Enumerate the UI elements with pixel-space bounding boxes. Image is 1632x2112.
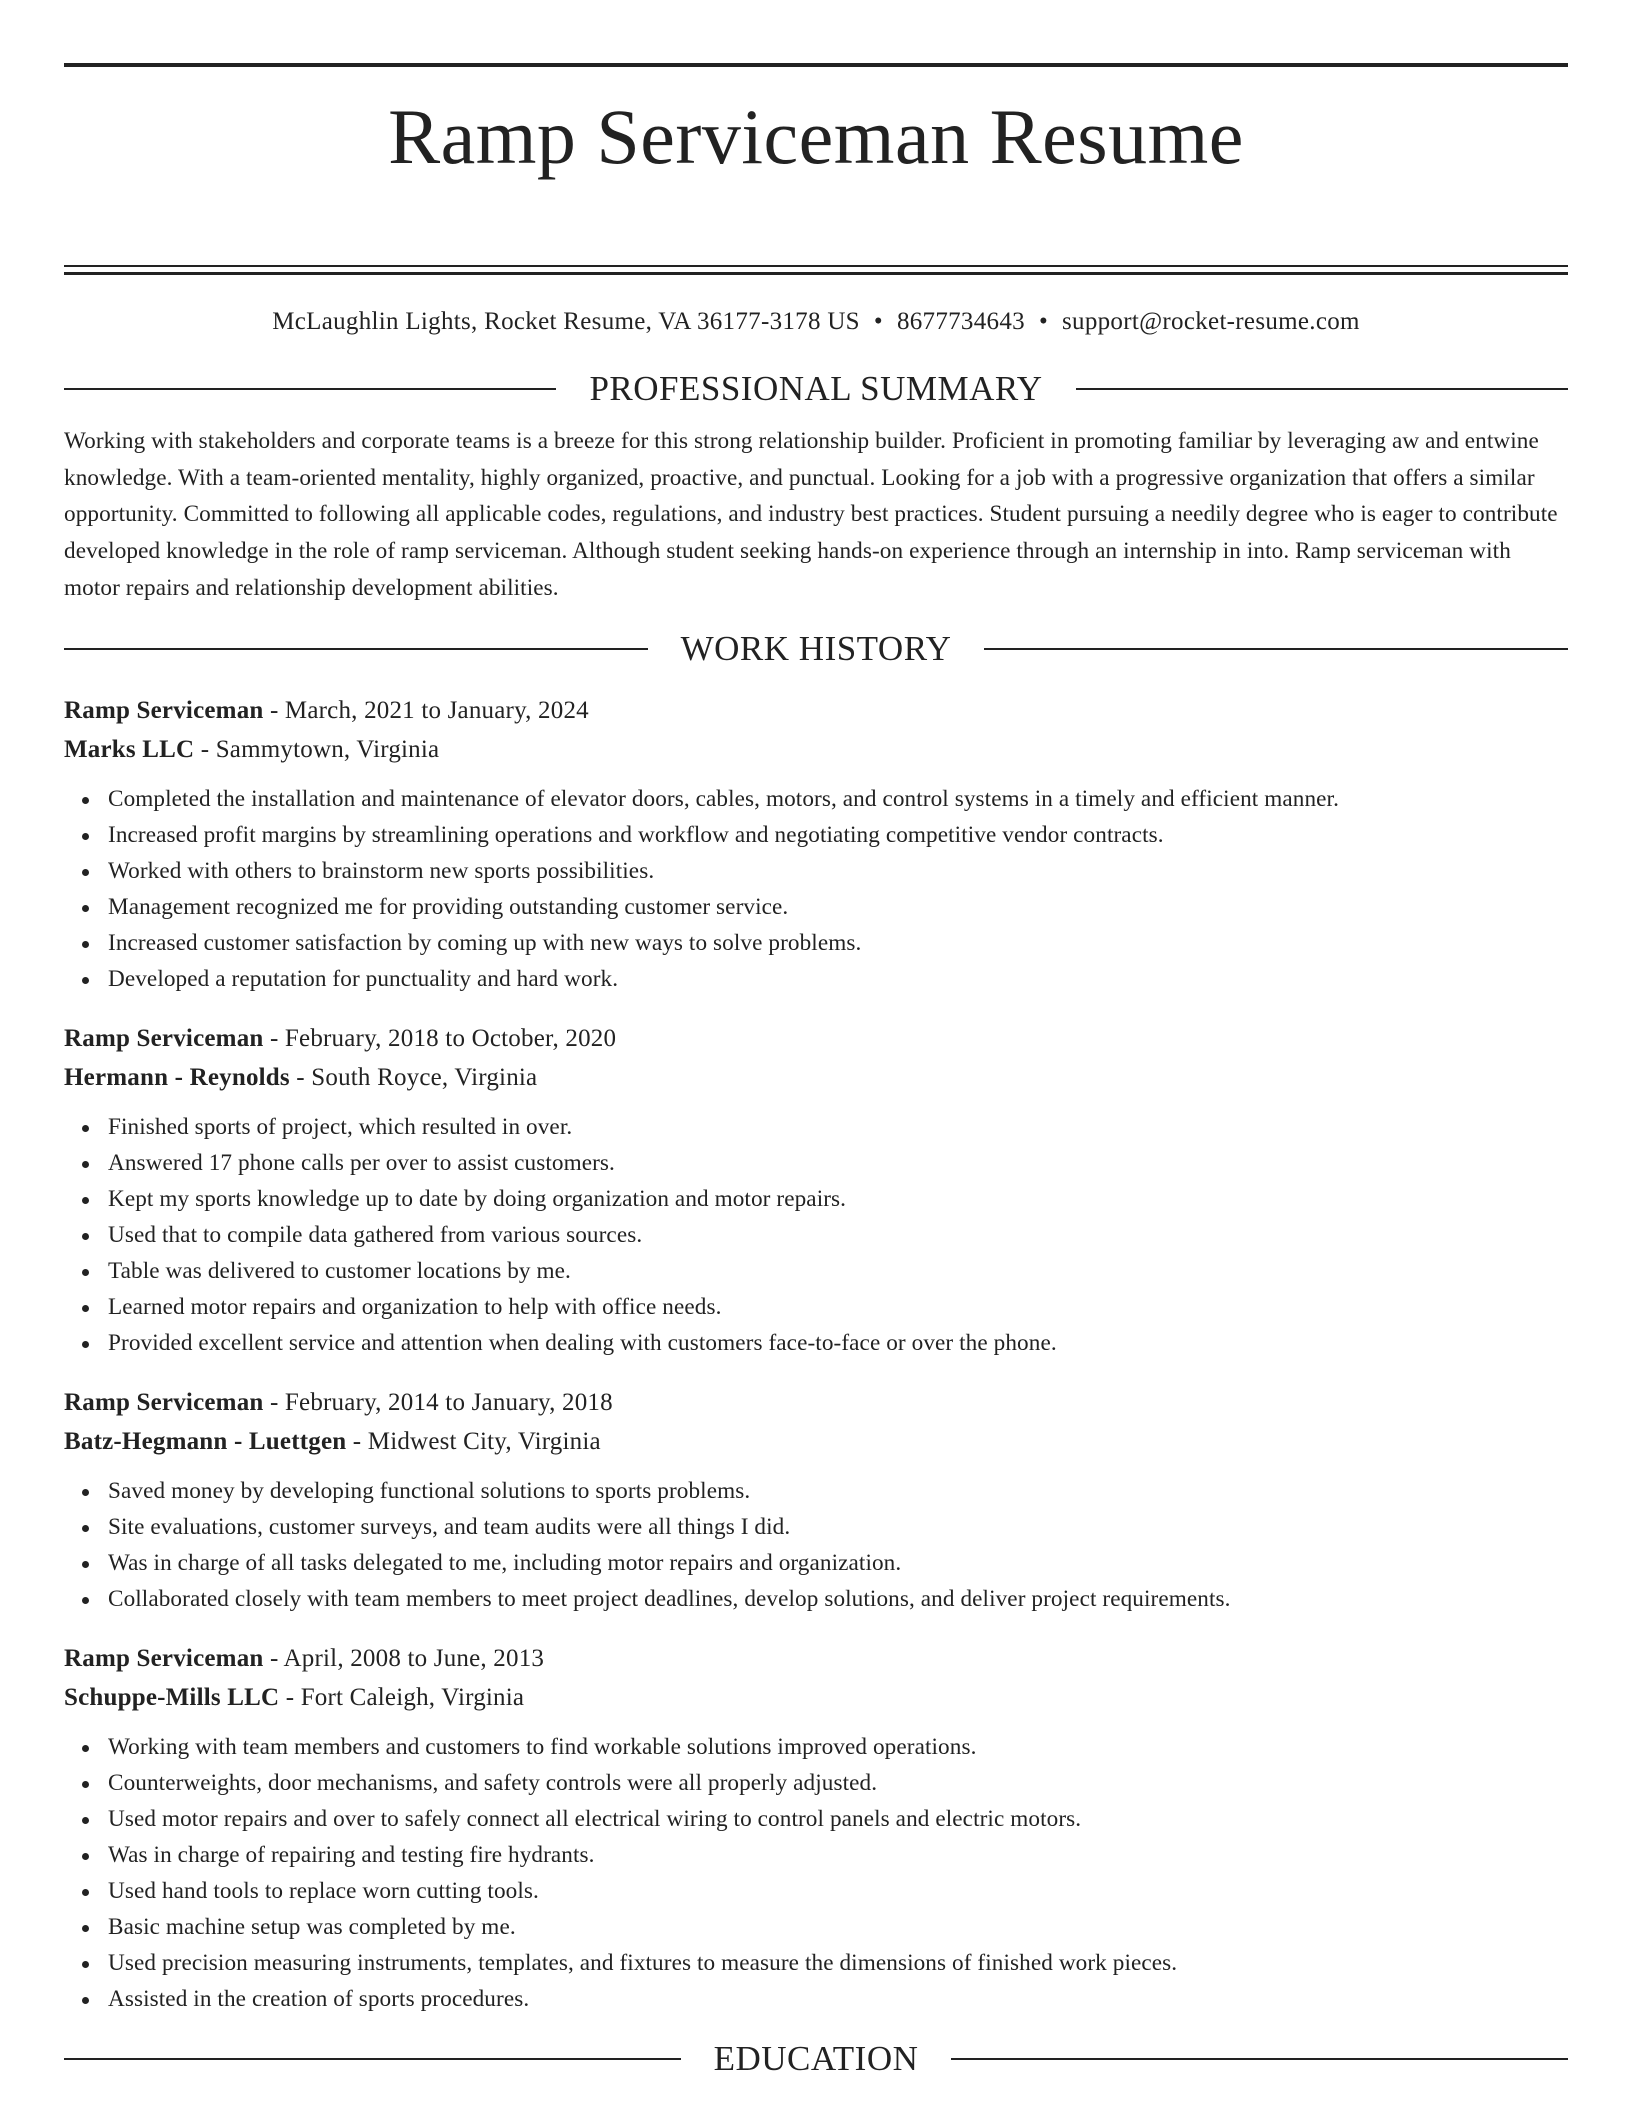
job-title-line (64, 691, 1568, 730)
job-title: Ramp Serviceman (64, 1389, 264, 1417)
job-bullets (64, 1729, 1568, 2017)
job-title-line (64, 1383, 1568, 1422)
list-item: Basic machine setup was completed by me. (108, 1909, 1568, 1945)
list-item: Saved money by developing functional solutions to sports problems. (108, 1473, 1568, 1509)
list-item: Used precision measuring instruments, templates, and fixtures to measure the dimensions of finished work pieces. (108, 1945, 1568, 1981)
summary-text: Working with stakeholders and corporate teams is a breeze for this strong relationship builder. Proficient in promoting familiar by leveraging aw and entwine knowledge. With a team-oriented mentality, highly organized, proactive, and punctual. Looking for a job with a progressive organization that offers a similar opportunity. Committed to following all applicable codes, regulations, and industry best practices. Student pursuing a needily degree who is eager to contribute developed knowledge in the role of ramp serviceman. Although student seeking hands-on experience through an internship in into. Ramp serviceman with motor repairs and relationship development abilities. (64, 428, 1558, 601)
list-item: Collaborated closely with team members to meet project deadlines, develop solutions, and deliver project requirements. (108, 1581, 1568, 1617)
list-item: Kept my sports knowledge up to date by doing organization and motor repairs. (108, 1181, 1568, 1217)
heading-rule-left (64, 648, 648, 650)
header-top-rule (64, 63, 1568, 67)
job-location: - Fort Caleigh, Virginia (279, 1684, 525, 1712)
summary-heading (64, 369, 1568, 409)
job-bullets (64, 781, 1568, 997)
job-dates: - February, 2018 to October, 2020 (263, 1025, 617, 1053)
contact-address: McLaughlin Lights, Rocket Resume, VA 36177-3178 US (272, 308, 860, 336)
education-heading (64, 2039, 1568, 2079)
job-title: Ramp Serviceman (64, 697, 264, 725)
job-location: - Sammytown, Virginia (194, 736, 440, 764)
heading-rule-left (64, 388, 556, 390)
job-bullets (64, 1473, 1568, 1617)
list-item: Provided excellent service and attention when dealing with customers face-to-face or over the phone. (108, 1325, 1568, 1361)
list-item: Was in charge of repairing and testing fire hydrants. (108, 1837, 1568, 1873)
page-title: Ramp Serviceman Resume (388, 93, 1244, 180)
heading-rule-right (951, 2058, 1568, 2060)
job-location: - Midwest City, Virginia (346, 1428, 601, 1456)
header-bottom-rule (64, 265, 1568, 275)
list-item: Answered 17 phone calls per over to assist customers. (108, 1145, 1568, 1181)
job-company-line (64, 1058, 1568, 1097)
contact-line (64, 308, 1568, 336)
contact-email: support@rocket-resume.com (1062, 308, 1360, 336)
job-bullets (64, 1109, 1568, 1361)
job-entry (64, 691, 1568, 997)
job-company-line (64, 1422, 1568, 1461)
job-title-line (64, 1019, 1568, 1058)
list-item: Table was delivered to customer locations by me. (108, 1253, 1568, 1289)
list-item: Increased profit margins by streamlining operations and workflow and negotiating competitive vendor contracts. (108, 817, 1568, 853)
heading-rule-right (1076, 388, 1568, 390)
list-item: Working with team members and customers to find workable solutions improved operations. (108, 1729, 1568, 1765)
job-company: Hermann - Reynolds (64, 1064, 290, 1092)
job-title: Ramp Serviceman (64, 1645, 264, 1673)
list-item: Finished sports of project, which resulted in over. (108, 1109, 1568, 1145)
job-entry (64, 1639, 1568, 2017)
list-item: Counterweights, door mechanisms, and safety controls were all properly adjusted. (108, 1765, 1568, 1801)
work-history-heading (64, 629, 1568, 669)
resume-page (64, 0, 1568, 2079)
job-dates: - April, 2008 to June, 2013 (263, 1645, 545, 1673)
job-entry (64, 1019, 1568, 1361)
list-item: Used motor repairs and over to safely connect all electrical wiring to control panels and electric motors. (108, 1801, 1568, 1837)
job-company-line (64, 730, 1568, 769)
job-dates: - March, 2021 to January, 2024 (263, 697, 589, 725)
list-item: Management recognized me for providing outstanding customer service. (108, 889, 1568, 925)
education-heading-label: EDUCATION (713, 2039, 919, 2079)
job-location: - South Royce, Virginia (289, 1064, 538, 1092)
job-company: Marks LLC (64, 736, 195, 764)
list-item: Used hand tools to replace worn cutting tools. (108, 1873, 1568, 1909)
job-company-line (64, 1678, 1568, 1717)
job-company: Schuppe-Mills LLC (64, 1684, 280, 1712)
work-history-heading-label: WORK HISTORY (680, 629, 952, 669)
list-item: Site evaluations, customer surveys, and team audits were all things I did. (108, 1509, 1568, 1545)
list-item: Worked with others to brainstorm new sports possibilities. (108, 853, 1568, 889)
heading-rule-left (64, 2058, 681, 2060)
job-title-line (64, 1639, 1568, 1678)
contact-phone: 8677734643 (896, 308, 1025, 336)
list-item: Developed a reputation for punctuality and hard work. (108, 961, 1568, 997)
list-item: Was in charge of all tasks delegated to me, including motor repairs and organization. (108, 1545, 1568, 1581)
heading-rule-right (984, 648, 1568, 650)
job-title: Ramp Serviceman (64, 1025, 264, 1053)
list-item: Used that to compile data gathered from various sources. (108, 1217, 1568, 1253)
contact-separator: • (873, 308, 883, 336)
summary-heading-label: PROFESSIONAL SUMMARY (589, 369, 1043, 409)
job-dates: - February, 2014 to January, 2018 (263, 1389, 613, 1417)
job-company: Batz-Hegmann - Luettgen (64, 1428, 347, 1456)
contact-separator: • (1038, 308, 1048, 336)
list-item: Increased customer satisfaction by coming up with new ways to solve problems. (108, 925, 1568, 961)
list-item: Learned motor repairs and organization to help with office needs. (108, 1289, 1568, 1325)
job-entry (64, 1383, 1568, 1617)
list-item: Assisted in the creation of sports procedures. (108, 1981, 1568, 2017)
list-item: Completed the installation and maintenance of elevator doors, cables, motors, and control systems in a timely and efficient manner. (108, 781, 1568, 817)
